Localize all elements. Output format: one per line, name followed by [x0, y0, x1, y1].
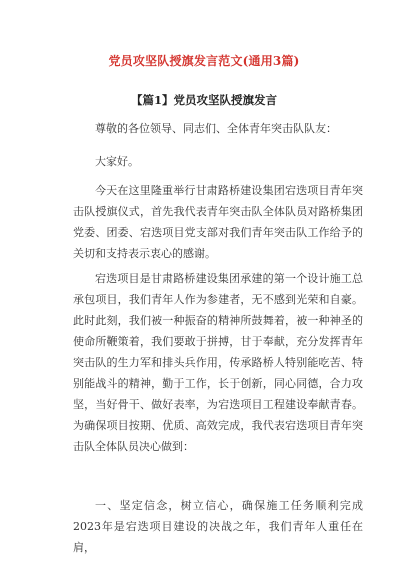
body-paragraph-2: 宕迭项目是甘肃路桥建设集团承建的第一个设计施工总承包项目，我们青年人作为参建者，无不感到光荣和自豪。此时此刻，我们被一种振奋的精神所鼓舞着，被一种神圣的使命所鞭策着，我们要敢于拼搏，甘于奉献，充分发挥青年突击队的生力军和排头兵作用，传承路桥人特别能吃苦、特别能战斗的精神，勤于工作，长于创新，同心同德，合力攻坚，当好骨干、做好表率，为宕迭项目工程建设奉献青春。为确保项目按期、优质、高效完成，我代表宕迭项目青年突击队全体队员决心做到： — [73, 272, 363, 453]
document-title: 党员攻坚队授旗发言范文(通用3篇) — [108, 54, 300, 68]
hello-paragraph: 大家好。 — [95, 155, 139, 168]
body-paragraph-1: 今天在这里隆重举行甘肃路桥建设集团宕迭项目青年突击队授旗仪式，首先我代表青年突击队全体队员对路桥集团党委、团委、宕迭项目党支部对我们青年突击队工作给予的关切和支持表示衷心的感谢。 — [73, 184, 363, 260]
section-heading: 【篇1】党员攻坚队授旗发言 — [130, 93, 277, 107]
greeting-paragraph: 尊敬的各位领导、同志们、全体青年突击队队友： — [95, 122, 337, 135]
body-paragraph-3: 一、坚定信念，树立信心，确保施工任务顺利完成2023年是宕迭项目建设的决战之年，我们青年人重任在肩， — [73, 499, 363, 554]
